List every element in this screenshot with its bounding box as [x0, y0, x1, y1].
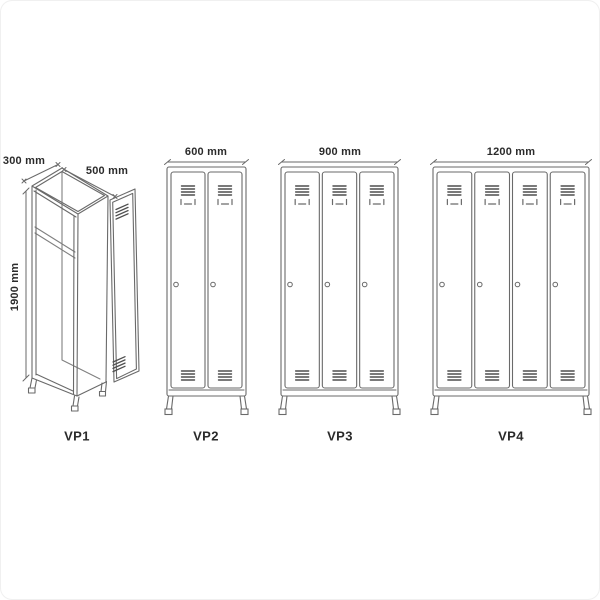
door-top-vent — [296, 186, 309, 195]
locker-body — [167, 167, 246, 396]
locker-foot-left — [167, 396, 174, 409]
door-top-vent — [561, 186, 574, 195]
locker-door — [437, 172, 472, 388]
width-dimension-line — [279, 160, 401, 165]
vp1-cabinet-interior — [35, 172, 100, 380]
vp3-width-dimension-label: 900 mm — [318, 146, 362, 158]
locker-foot-left — [281, 396, 288, 409]
locker-foot-right — [392, 396, 399, 409]
locker-door — [171, 172, 205, 388]
door-top-vent — [333, 186, 346, 195]
door-top-vent — [523, 186, 536, 195]
locker-door — [208, 172, 242, 388]
door-bottom-vent — [370, 371, 383, 380]
vp1-door-bottom-vent — [113, 357, 125, 372]
vp4-width-dimension-label: 1200 mm — [486, 146, 536, 158]
vp1-width-dimension-label: 500 mm — [85, 165, 129, 177]
vp1-open-door — [110, 189, 139, 382]
vp1-isometric-drawing — [22, 163, 139, 412]
vp4-front-drawing — [431, 160, 592, 415]
door-label-holder — [181, 200, 195, 205]
vp2-name-label: VP2 — [193, 428, 219, 444]
door-label-holder — [218, 200, 232, 205]
door-top-vent — [370, 186, 383, 195]
width-dimension-line — [165, 160, 249, 165]
width-dimension-line — [431, 160, 592, 165]
locker-door — [285, 172, 319, 388]
door-label-holder — [485, 200, 499, 205]
door-top-vent — [182, 186, 195, 195]
door-lock-hole — [440, 282, 445, 287]
locker-body — [281, 167, 398, 396]
vp1-feet — [29, 378, 107, 411]
locker-door — [550, 172, 585, 388]
locker-foot-right-cap — [584, 409, 591, 415]
locker-foot-right-cap — [393, 409, 400, 415]
vp4-name-label: VP4 — [498, 428, 524, 444]
door-lock-hole — [288, 282, 293, 287]
door-bottom-vent — [296, 371, 309, 380]
door-lock-hole — [211, 282, 216, 287]
locker-foot-right-cap — [241, 409, 248, 415]
vp2-front-drawing — [165, 160, 249, 415]
door-bottom-vent — [182, 371, 195, 380]
vp2-width-dimension-label: 600 mm — [184, 146, 228, 158]
locker-foot-right — [240, 396, 247, 409]
locker-door — [513, 172, 548, 388]
locker-body — [433, 167, 589, 396]
locker-foot-left-cap — [431, 409, 438, 415]
door-label-holder — [561, 200, 575, 205]
locker-foot-left-cap — [165, 409, 172, 415]
vp1-height-dimension-label: 1900 mm — [9, 262, 21, 312]
door-top-vent — [486, 186, 499, 195]
door-bottom-vent — [219, 371, 232, 380]
vp3-front-drawing — [279, 160, 401, 415]
door-lock-hole — [553, 282, 558, 287]
door-label-holder — [370, 200, 384, 205]
door-label-holder — [523, 200, 537, 205]
door-bottom-vent — [333, 371, 346, 380]
door-label-holder — [333, 200, 347, 205]
door-label-holder — [447, 200, 461, 205]
door-bottom-vent — [523, 371, 536, 380]
door-label-holder — [295, 200, 309, 205]
locker-foot-left — [433, 396, 440, 409]
door-lock-hole — [362, 282, 367, 287]
door-top-vent — [448, 186, 461, 195]
door-top-vent — [219, 186, 232, 195]
locker-foot-left-cap — [279, 409, 286, 415]
door-lock-hole — [325, 282, 330, 287]
vp1-depth-dimension-label: 300 mm — [2, 155, 46, 167]
vp1-name-label: VP1 — [64, 428, 90, 444]
vp1-cabinet-outline — [32, 168, 108, 396]
door-lock-hole — [174, 282, 179, 287]
locker-door — [322, 172, 356, 388]
locker-foot-right — [583, 396, 590, 409]
door-bottom-vent — [561, 371, 574, 380]
door-bottom-vent — [448, 371, 461, 380]
locker-door — [360, 172, 394, 388]
vp1-height-dimension-line — [23, 188, 29, 381]
locker-door — [475, 172, 510, 388]
door-lock-hole — [477, 282, 482, 287]
vp1-door-top-vent — [116, 204, 128, 219]
door-lock-hole — [515, 282, 520, 287]
vp3-name-label: VP3 — [327, 428, 353, 444]
door-bottom-vent — [486, 371, 499, 380]
